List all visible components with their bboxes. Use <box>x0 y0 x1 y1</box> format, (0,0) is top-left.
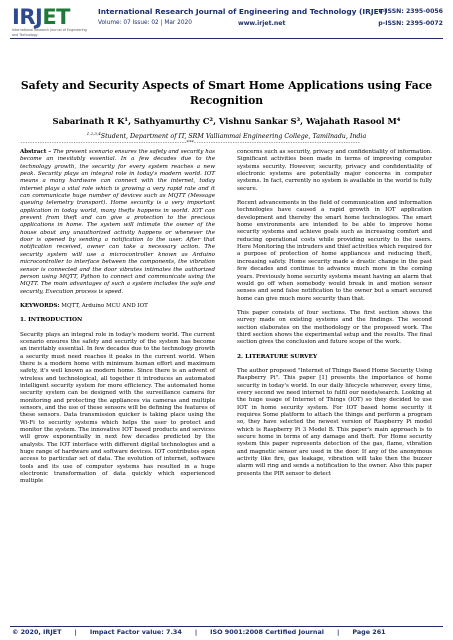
abstract-label: Abstract – <box>20 149 52 155</box>
footer-separator: | <box>194 628 198 636</box>
left-column <box>20 149 215 493</box>
journal-header <box>0 0 453 46</box>
affiliation-superscript: 1,2,3,4 <box>86 131 101 136</box>
keywords <box>20 303 215 310</box>
literature-survey-heading: 2. LITERATURE SURVEY <box>237 353 318 360</box>
author-list: Sabarinath R K¹, Sathyamurthy C², Vishnu Sankar S³, Wajahath Rasool M⁴ <box>52 116 401 126</box>
keywords-label: KEYWORDS: <box>20 302 60 309</box>
body-paragraph-3: This paper consists of four sections. The first section shows the survey made on existing systems and the findings. The second section elaborates on the methodology or the proposed work. The third section shows the experimental setup and the results. The final section gives the conclusion and future scope of the work. <box>237 309 432 346</box>
p-issn: p-ISSN: 2395-0072 <box>378 20 443 27</box>
footer-iso: ISO 9001:2008 Certified Journal <box>210 628 324 636</box>
affiliation <box>0 131 453 140</box>
footer-copyright: © 2020, IRJET <box>12 628 62 636</box>
body-paragraph-2: Recent advancements in the field of communication and information technologies have caused a rapid growth in IOT application development and thereby the smart home technologies. The smart home environments are intended to be able to improve home security systems and achieve goals such as increasing comfort and reducing operational costs while providing security to the users. Here Monitoring the intruders and thief activities which required for a purpose of protection of home appliances and reducing theft, increasing safety. Home security made a drastic change in the past few decades and continue to advance much more in the coming years. Previously home security systems meant having an alarm that would go off when somebody would break in and motion sensor senses and send false notification to the owner but a smart secured home can give much more security than that. <box>237 200 432 302</box>
right-column <box>237 149 432 485</box>
journal-website: www.irjet.net <box>238 20 286 27</box>
page-footer <box>12 628 442 636</box>
footer-separator: | <box>336 628 340 636</box>
footer-impact-factor: Impact Factor value: 7.34 <box>89 628 182 636</box>
section-separator: ---------------------------------------------------------------------***--------------------------------------------------------------------- <box>20 140 360 146</box>
e-issn: e-ISSN: 2395-0056 <box>378 8 443 15</box>
header-divider <box>10 38 443 39</box>
paper-title: Safety and Security Aspects of Smart Home Applications using Face Recognition <box>20 79 433 107</box>
body-paragraph-4: The author proposed "Internet of Things Based Home Security Using Raspberry Pi". This paper [1] presents the importance of home security in today's world. In our daily lifecycle wherever, every time, every second we need internet to fulfil our needs/search. Looking at the huge usage of Internet of Things (IOT) so they decided to use IOT in home security system. For IOT based home security it requires Some platform to attach the things and perform a program so, they have selected the newest version of Raspberry Pi model which is Raspberry Pi 3 Model B. This paper's main approach is to secure home in terms of any damage and theft. For Home security system this paper represents detection of the gas, flame, vibration and magnetic sensor are used in the door. If any of the anonymous activity like fire, gas leakage, vibration will take then the buzzer alarm will ring and sends a notification to the owner. Also this paper presents the PIR sensor to detect <box>237 367 432 477</box>
journal-title: International Research Journal of Engineering and Technology (IRJET) <box>98 7 388 16</box>
logo-tagline: International Research Journal of Engineering and Technology <box>12 28 87 37</box>
volume-issue: Volume: 07 Issue: 02 | Mar 2020 <box>98 20 192 26</box>
introduction-paragraph: Security plays an integral role in today's modern world. The current scenario ensures the safety and security of the system has become an inevitably essential. In few decades due to the technology growth a security must need reaches it peaks in the current world. When there is a modern home with minimum human effort and maximum safety, it's well known as modern home. Since there is an advent of wireless and technological, all together it introduces an automated intelligent security system for more efficiency. The automated home security system can be designed with the surveillance camera for monitoring and protecting the appliances via cameras and multiple sensors, and the use of these sensors will be defining the features of these sensors. Data transmission quicker is taking place using the Wi-Fi to security systems which helps the user to protect and monitor the system. The innovative IOT based products and services will grow exponentially in next few decades predicted by the analysts. The IOT interface with different digital technologies and a huge range of hardware and software devices. IOT contributes open access to particular set of data. The evolution of internet, software tools and its use of computer systems has resulted in a huge electronic transformation of data quickly which experienced multiple <box>20 331 215 485</box>
abstract-text: The present scenario ensures the safety and security has become an inevitably essential. In a few decades due to the technology growth, the security for every system reaches a new peak. Security plays an integral role in today's modern world. IOT means a many hardware can connect with the internet, today internet plays a vital role which is growing a very rapid rate and it can communicate huge number of devices such as MQTT (Message queuing telemetry transport). Home security is a very important application in today world, many thefts happens in world. IOT can prevent from theft and can give a protection to the precious applications in home. The system will intimate the owner of the house about any unauthorized activity happens or whenever the door is opened by sending a notification to the user. After that notification received, owner can take a necessary action. The security system will use a microcontroller known as Arduino microcontroller to interface between the components, the vibration sensor is connected and the door vibrates intimates the authorized person using MQTT, Python to connect and communicate using the MQTT. The main advantages of such a system includes the safe and security, Execution process is speed. <box>20 149 216 295</box>
footer-page-number: Page 261 <box>352 628 386 636</box>
footer-divider <box>10 626 443 627</box>
footer-separator: | <box>74 628 77 636</box>
logo-mark: IRJET <box>12 5 70 29</box>
introduction-heading: 1. INTRODUCTION <box>20 317 83 324</box>
irjet-logo <box>12 6 92 38</box>
affiliation-text: Student, Department of IT, SRM Valliammai Engineering College, Tamilnadu, India <box>100 133 367 141</box>
abstract <box>20 149 215 296</box>
body-paragraph-1: concerns such as security, privacy and confidentiality of information. Significant activities been made in terms of improving computer systems security. However, security, privacy and confidentiality of electronic systems are potentially major concerns in computer systems. In fact, currently no system is available in the world is fully secure. <box>237 149 432 192</box>
keywords-text: MQTT, Arduino MCU AND IOT <box>59 302 148 309</box>
